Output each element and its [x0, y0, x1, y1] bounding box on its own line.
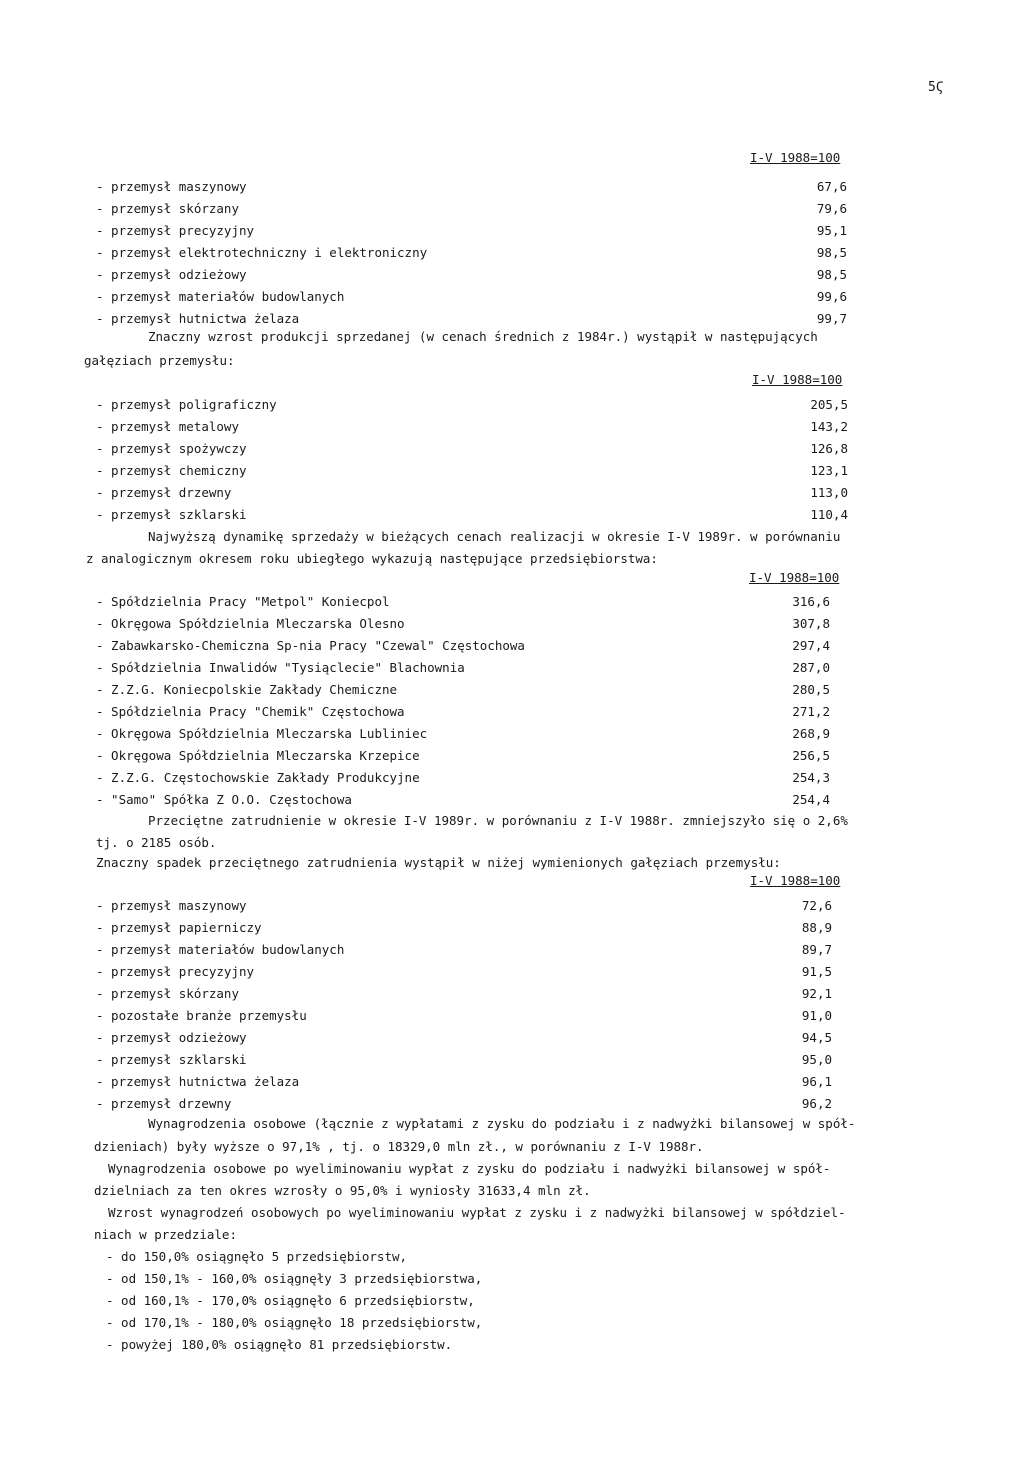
item-value: 72,6 [801, 898, 832, 913]
item-label: - Okręgowa Spółdzielnia Mleczarska Krzepice [96, 748, 420, 763]
list-item: - powyżej 180,0% osiągnęło 81 przedsiębiorstw. [106, 1337, 453, 1352]
list-item [0, 591, 1024, 613]
item-value: 143,2 [810, 419, 848, 434]
item-label: - przemysł precyzyjny [96, 223, 255, 238]
section3-header: I-V 1988=100 [749, 570, 840, 585]
item-value: 280,5 [792, 682, 830, 697]
paragraph-line: Przeciętne zatrudnienie w okresie I-V 1989r. w porównaniu z I-V 1988r. zmniejszyło się o 2,6% [148, 813, 848, 828]
item-value: 126,8 [810, 441, 848, 456]
item-label: - Zabawkarsko-Chemiczna Sp-nia Pracy "Czewal" Częstochowa [96, 638, 525, 653]
item-label: - przemysł odzieżowy [96, 267, 247, 282]
item-value: 67,6 [816, 179, 847, 194]
list-item [0, 723, 1024, 745]
item-value: 268,9 [792, 726, 830, 741]
item-value: 96,1 [801, 1074, 832, 1089]
item-label: - Okręgowa Spółdzielnia Mleczarska Lubliniec [96, 726, 428, 741]
list-item [0, 264, 1024, 286]
list-item [0, 679, 1024, 701]
item-label: - przemysł drzewny [96, 1096, 232, 1111]
section4-header: I-V 1988=100 [750, 873, 841, 888]
list-item [0, 657, 1024, 679]
item-label: - przemysł spożywczy [96, 441, 247, 456]
item-value: 307,8 [792, 616, 830, 631]
item-value: 95,1 [816, 223, 847, 238]
paragraph-line: gałęziach przemysłu: [84, 353, 235, 368]
item-value: 254,3 [792, 770, 830, 785]
list-item [0, 1027, 1024, 1049]
section2-header: I-V 1988=100 [752, 372, 843, 387]
item-label: - przemysł maszynowy [96, 179, 247, 194]
item-label: - Z.Z.G. Częstochowskie Zakłady Produkcyjne [96, 770, 420, 785]
paragraph-line: z analogicznym okresem roku ubiegłego wykazują następujące przedsiębiorstwa: [86, 551, 658, 566]
item-value: 316,6 [792, 594, 830, 609]
item-value: 287,0 [792, 660, 830, 675]
list-item [0, 613, 1024, 635]
list-item [0, 416, 1024, 438]
list-item [0, 198, 1024, 220]
item-label: - Okręgowa Spółdzielnia Mleczarska Olesno [96, 616, 405, 631]
item-value: 79,6 [816, 201, 847, 216]
list-item: - od 170,1% - 180,0% osiągnęło 18 przedsiębiorstw, [106, 1315, 483, 1330]
list-item [0, 242, 1024, 264]
paragraph-line: Wynagrodzenia osobowe (łącznie z wypłatami z zysku do podziału i z nadwyżki bilansowej w spół- [148, 1116, 856, 1131]
paragraph-line: dzielniach za ten okres wzrosły o 95,0% i wyniosły 31633,4 mln zł. [94, 1183, 591, 1198]
list-item [0, 767, 1024, 789]
item-value: 205,5 [810, 397, 848, 412]
item-label: - przemysł skórzany [96, 201, 239, 216]
list-item [0, 983, 1024, 1005]
paragraph-line: Najwyższą dynamikę sprzedaży w bieżących cenach realizacji w okresie I-V 1989r. w porównaniu [148, 529, 841, 544]
list-item: - od 150,1% - 160,0% osiągnęły 3 przedsiębiorstwa, [106, 1271, 483, 1286]
list-item [0, 1093, 1024, 1115]
item-label: - przemysł hutnictwa żelaza [96, 311, 300, 326]
item-label: - przemysł metalowy [96, 419, 239, 434]
list-item [0, 438, 1024, 460]
item-value: 94,5 [801, 1030, 832, 1045]
item-value: 98,5 [816, 267, 847, 282]
paragraph-line: dzieniach) były wyższe o 97,1% , tj. o 18329,0 mln zł., w porównaniu z I-V 1988r. [94, 1139, 704, 1154]
paragraph-line: Wynagrodzenia osobowe po wyeliminowaniu wypłat z zysku do podziału i nadwyżki bilansowej w spół- [108, 1161, 831, 1176]
item-label: - przemysł skórzany [96, 986, 239, 1001]
item-label: - przemysł materiałów budowlanych [96, 289, 345, 304]
list-item: - od 160,1% - 170,0% osiągnęło 6 przedsiębiorstw, [106, 1293, 475, 1308]
item-value: 99,6 [816, 289, 847, 304]
item-value: 113,0 [810, 485, 848, 500]
item-value: 254,4 [792, 792, 830, 807]
item-value: 256,5 [792, 748, 830, 763]
item-value: 99,7 [816, 311, 847, 326]
item-value: 123,1 [810, 463, 848, 478]
list-item [0, 701, 1024, 723]
list-item [0, 1005, 1024, 1027]
list-item [0, 176, 1024, 198]
section1-header: I-V 1988=100 [750, 150, 841, 165]
item-label: - Spółdzielnia Inwalidów "Tysiąclecie" Blachownia [96, 660, 465, 675]
item-label: - pozostałe branże przemysłu [96, 1008, 307, 1023]
item-label: - przemysł chemiczny [96, 463, 247, 478]
paragraph-line: Znaczny wzrost produkcji sprzedanej (w cenach średnich z 1984r.) wystąpił w następujących [148, 329, 818, 344]
list-item [0, 460, 1024, 482]
paragraph-line: Wzrost wynagrodzeń osobowych po wyeliminowaniu wypłat z zysku i z nadwyżki bilansowej w spółdziel- [108, 1205, 846, 1220]
item-label: - przemysł papierniczy [96, 920, 262, 935]
item-value: 92,1 [801, 986, 832, 1001]
item-label: - przemysł materiałów budowlanych [96, 942, 345, 957]
item-label: - przemysł precyzyjny [96, 964, 255, 979]
item-label: - przemysł elektrotechniczny i elektroniczny [96, 245, 428, 260]
item-label: - przemysł odzieżowy [96, 1030, 247, 1045]
item-label: - przemysł poligraficzny [96, 397, 277, 412]
item-label: - Spółdzielnia Pracy "Metpol" Koniecpol [96, 594, 390, 609]
list-item [0, 394, 1024, 416]
paragraph-line: tj. o 2185 osób. [96, 835, 217, 850]
item-value: 271,2 [792, 704, 830, 719]
list-item [0, 1071, 1024, 1093]
list-item [0, 286, 1024, 308]
list-item [0, 504, 1024, 526]
paragraph-line: Znaczny spadek przeciętnego zatrudnienia wystąpił w niżej wymienionych gałęziach przemysłu: [96, 855, 781, 870]
item-value: 89,7 [801, 942, 832, 957]
list-item [0, 961, 1024, 983]
list-item [0, 917, 1024, 939]
list-item [0, 635, 1024, 657]
list-item [0, 745, 1024, 767]
item-value: 91,0 [801, 1008, 832, 1023]
list-item [0, 220, 1024, 242]
item-label: - przemysł drzewny [96, 485, 232, 500]
item-label: - "Samo" Spółka Z O.O. Częstochowa [96, 792, 352, 807]
list-item [0, 895, 1024, 917]
item-value: 98,5 [816, 245, 847, 260]
item-value: 96,2 [801, 1096, 832, 1111]
item-label: - Spółdzielnia Pracy "Chemik" Częstochowa [96, 704, 405, 719]
list-item [0, 789, 1024, 811]
page-number: 5Ϛ [928, 80, 944, 95]
item-value: 110,4 [810, 507, 848, 522]
list-item [0, 1049, 1024, 1071]
item-value: 95,0 [801, 1052, 832, 1067]
item-value: 88,9 [801, 920, 832, 935]
item-label: - przemysł maszynowy [96, 898, 247, 913]
list-item: - do 150,0% osiągnęło 5 przedsiębiorstw, [106, 1249, 408, 1264]
list-item [0, 939, 1024, 961]
item-label: - Z.Z.G. Koniecpolskie Zakłady Chemiczne [96, 682, 398, 697]
list-item [0, 482, 1024, 504]
paragraph-line: niach w przedziale: [94, 1227, 237, 1242]
item-label: - przemysł hutnictwa żelaza [96, 1074, 300, 1089]
item-value: 297,4 [792, 638, 830, 653]
item-label: - przemysł szklarski [96, 507, 247, 522]
item-label: - przemysł szklarski [96, 1052, 247, 1067]
item-value: 91,5 [801, 964, 832, 979]
